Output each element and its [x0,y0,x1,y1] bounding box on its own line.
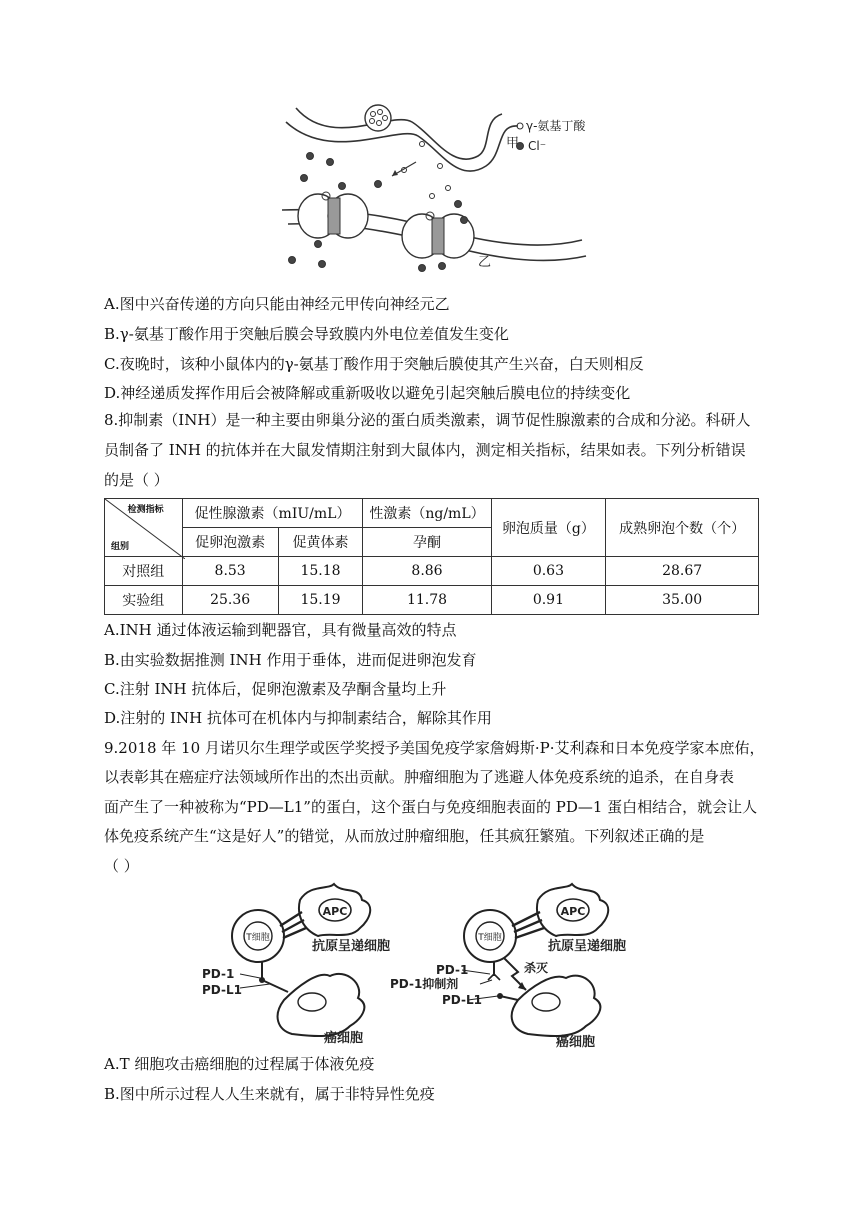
q9-stem-line5: （ ） [104,857,139,875]
pd1-immune-figure [200,880,660,1050]
tcell-label-left: T细胞 [246,933,270,943]
legend-cl: Cl⁻ [528,139,547,153]
row-progesterone: 8.86 [363,557,491,586]
header-lh: 促黄体素 [278,528,363,557]
row-progesterone: 11.78 [363,586,491,615]
q7-option-a: A.图中兴奋传递的方向只能由神经元甲传向神经元乙 [104,295,450,313]
q7-option-b: B.γ-氨基丁酸作用于突触后膜会导致膜内外电位差值发生变化 [104,325,509,343]
q9-option-a: A.T 细胞攻击癌细胞的过程属于体液免疫 [104,1055,375,1073]
apc-label-right: APC [560,905,586,918]
diag-bottom-label: 组别 [111,542,130,552]
kill-label: 杀灭 [524,961,549,975]
apc-label-left: APC [322,905,348,918]
row-fsh: 25.36 [182,586,278,615]
q8-stem-line1: 8.抑制素（INH）是一种主要由卵巢分泌的蛋白质类激素，调节促性腺激素的合成和分泌。科研人 [104,411,751,429]
q8-stem-line3: 的是（ ） [104,471,169,489]
tcell-label-right: T细胞 [478,933,502,943]
table-row [105,586,759,615]
row-group: 实验组 [105,586,183,615]
header-progesterone: 孕酮 [363,528,491,557]
q9-stem-line3: 面产生了一种被称为“PD—L1”的蛋白，这个蛋白与免疫细胞表面的 PD—1 蛋白相结合，就会让人 [104,798,758,816]
row-fsh: 8.53 [182,557,278,586]
apc-caption-right: 抗原呈递细胞 [548,939,627,954]
q9-stem-line2: 以表彰其在癌症疗法领域所作出的杰出贡献。肿瘤细胞为了逃避人体免疫系统的追杀，在自身表 [104,768,735,786]
pd1-label-right: PD-1 [436,963,469,977]
row-count: 28.67 [606,557,759,586]
row-lh: 15.19 [278,586,363,615]
row-mass: 0.63 [491,557,606,586]
header-mature-count: 成熟卵泡个数（个） [606,499,759,557]
q8-stem-line2: 员制备了 INH 的抗体并在大鼠发情期注射到大鼠体内，测定相关指标，结果如表。下列分析错误 [104,441,746,459]
pdl1-label-left: PD-L1 [202,983,242,997]
q8-option-c: C.注射 INH 抗体后，促卵泡激素及孕酮含量均上升 [104,680,447,698]
table-diagonal-header [105,499,183,557]
row-mass: 0.91 [491,586,606,615]
q8-option-d: D.注射的 INH 抗体可在机体内与抑制素结合，解除其作用 [104,709,492,727]
q9-stem-line4: 体免疫系统产生“这是好人”的错觉，从而放过肿瘤细胞，任其疯狂繁殖。下列叙述正确的是 [104,827,705,845]
table-row [105,557,759,586]
q7-option-d: D.神经递质发挥作用后会被降解或重新吸收以避免引起突触后膜电位的持续变化 [104,384,631,402]
q8-option-a: A.INH 通过体液运输到靶器官，具有微量高效的特点 [104,621,457,639]
pdl1-label-right: PD-L1 [442,993,482,1007]
q7-option-c: C.夜晚时，该种小鼠体内的γ-氨基丁酸作用于突触后膜使其产生兴奋，白天则相反 [104,355,644,373]
row-count: 35.00 [606,586,759,615]
q9-stem-line1: 9.2018 年 10 月诺贝尔生理学或医学奖授予美国免疫学家詹姆斯·P·艾利森和日本免疫学家本庶佑， [104,739,765,757]
header-fsh: 促卵泡激素 [182,528,278,557]
pd1-label-left: PD-1 [202,967,235,981]
label-jia: 甲 [506,136,520,151]
cancer-label-right: 癌细胞 [556,1035,596,1050]
apc-caption-left: 抗原呈递细胞 [312,939,391,954]
legend-gaba: γ-氨基丁酸 [526,119,586,133]
header-gonadotropin: 促性腺激素（mIU/mL） [182,499,363,528]
q9-option-b: B.图中所示过程人人生来就有，属于非特异性免疫 [104,1085,435,1103]
pd1-inhibitor-label: PD-1抑制剂 [390,977,459,991]
diag-top-label: 检测指标 [127,505,164,515]
header-follicle-mass: 卵泡质量（g） [491,499,606,557]
header-sex-hormone: 性激素（ng/mL） [363,499,491,528]
synapse-figure [282,100,602,280]
cancer-label-left: 癌细胞 [324,1031,364,1046]
row-lh: 15.18 [278,557,363,586]
q8-data-table [104,498,759,615]
label-yi: 乙 [478,255,492,270]
q8-option-b: B.由实验数据推测 INH 作用于垂体，进而促进卵泡发育 [104,651,477,669]
row-group: 对照组 [105,557,183,586]
